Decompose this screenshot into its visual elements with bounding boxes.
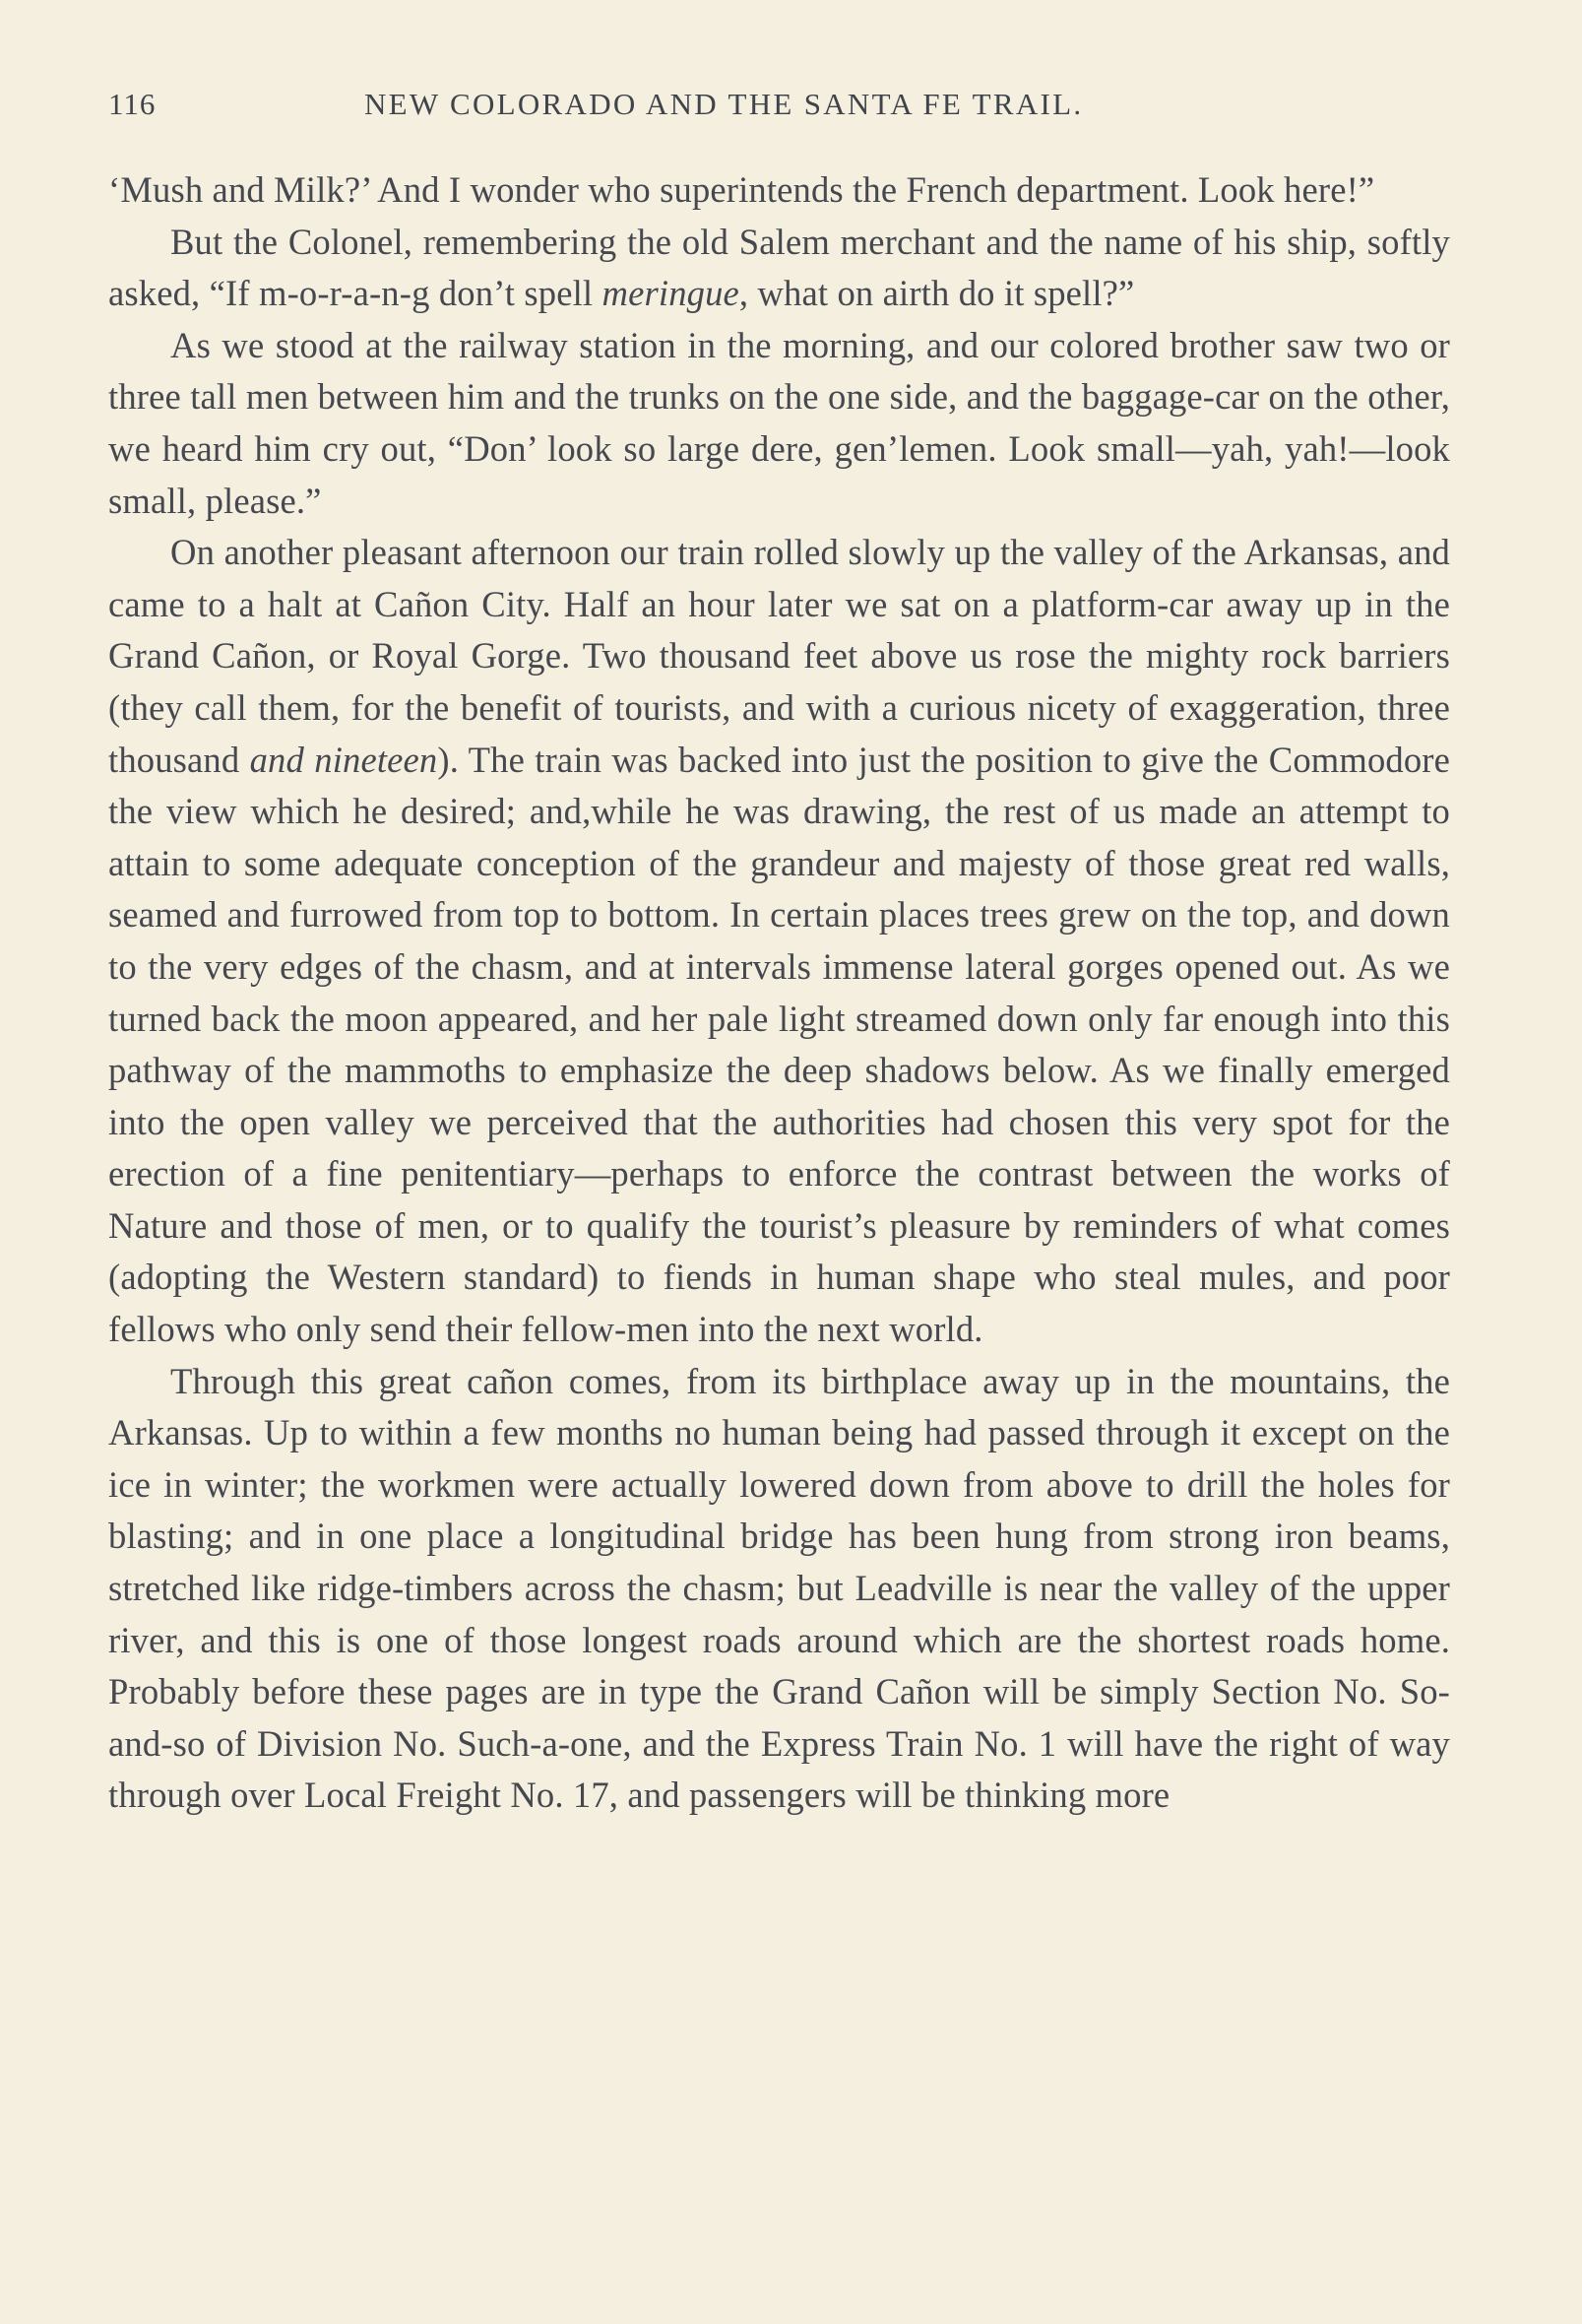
paragraph-colonel-meringue bbox=[108, 217, 1450, 320]
paragraph-text: As we stood at the railway station in the morning, and our colored brother saw two or three tall men between him and the trunks on the one side, and the baggage-car on the other, we heard him cry out, “Don’ look so large dere, gen’lemen. Look small—yah, yah!—look small, please.” bbox=[108, 324, 1450, 521]
paragraph-arkansas-canon bbox=[108, 1356, 1450, 1822]
paragraph-mush-and-milk bbox=[108, 164, 1450, 217]
paragraph-text-before-italic: But the Colonel, remembering the old Salem merchant and the name of his ship, softly asked, “If m-o-r-a-n-g don’t spell bbox=[108, 221, 1450, 314]
paragraph-text-before-italic: On another pleasant afternoon our train rolled slowly up the valley of the Arkansas, and came to a halt at Cañon City. Half an hour later we sat on a platform-car away up in the Grand Cañon, or Royal Gorge. Two thousand feet above us rose the mighty rock barriers (they call them, for the benefit of tourists, and with a curious nicety of exaggeration, three thousand bbox=[108, 532, 1450, 780]
paragraph-grand-canon bbox=[108, 527, 1450, 1356]
paragraph-railway-station bbox=[108, 320, 1450, 527]
paragraph-text-after-italic: , what on airth do it spell?” bbox=[738, 273, 1135, 314]
italic-word-meringue: meringue bbox=[601, 273, 739, 314]
running-head bbox=[108, 77, 1450, 132]
italic-phrase-and-nineteen: and nineteen bbox=[249, 739, 438, 780]
running-title: NEW COLORADO AND THE SANTA FE TRAIL. bbox=[364, 87, 1084, 121]
paragraph-text: Through this great cañon comes, from its birthplace away up in the mountains, the Arkansas. Up to within a few months no human being had passed through it except on the ice in winter; the workmen were actually lowered down from above to drill the holes for blasting; and in one place a longitudinal bridge has been hung from strong iron beams, stretched like ridge-timbers across the chasm; but Leadville is near the valley of the upper river, and this is one of those longest roads around which are the shortest roads home. Probably before these pages are in type the Grand Cañon will be simply Section No. So-and-so of Division No. Such-a-one, and the Express Train No. 1 will have the right of way through over Local Freight No. 17, and passengers will be thinking more bbox=[108, 1360, 1450, 1816]
page-number: 116 bbox=[108, 87, 157, 121]
body-text bbox=[108, 164, 1450, 1822]
book-page bbox=[108, 77, 1450, 1822]
paragraph-text: ‘Mush and Milk?’ And I wonder who superintends the French department. Look here!” bbox=[108, 169, 1375, 210]
paragraph-text-after-italic: ). The train was backed into just the position to give the Commodore the view which he desired; and,while he was drawing, the rest of us made an attempt to attain to some adequate conception of the grandeur and majesty of those great red walls, seamed and furrowed from top to bottom. In certain places trees grew on the top, and down to the very edges of the chasm, and at intervals immense lateral gorges opened out. As we turned back the moon appeared, and her pale light streamed down only far enough into this pathway of the mammoths to emphasize the deep shadows below. As we finally emerged into the open valley we perceived that the authorities had chosen this very spot for the erection of a fine penitentiary—perhaps to enforce the contrast between the works of Nature and those of men, or to qualify the tourist’s pleasure by reminders of what comes (adopting the Western standard) to fiends in human shape who steal mules, and poor fellows who only send their fellow-men into the next world. bbox=[108, 739, 1450, 1350]
